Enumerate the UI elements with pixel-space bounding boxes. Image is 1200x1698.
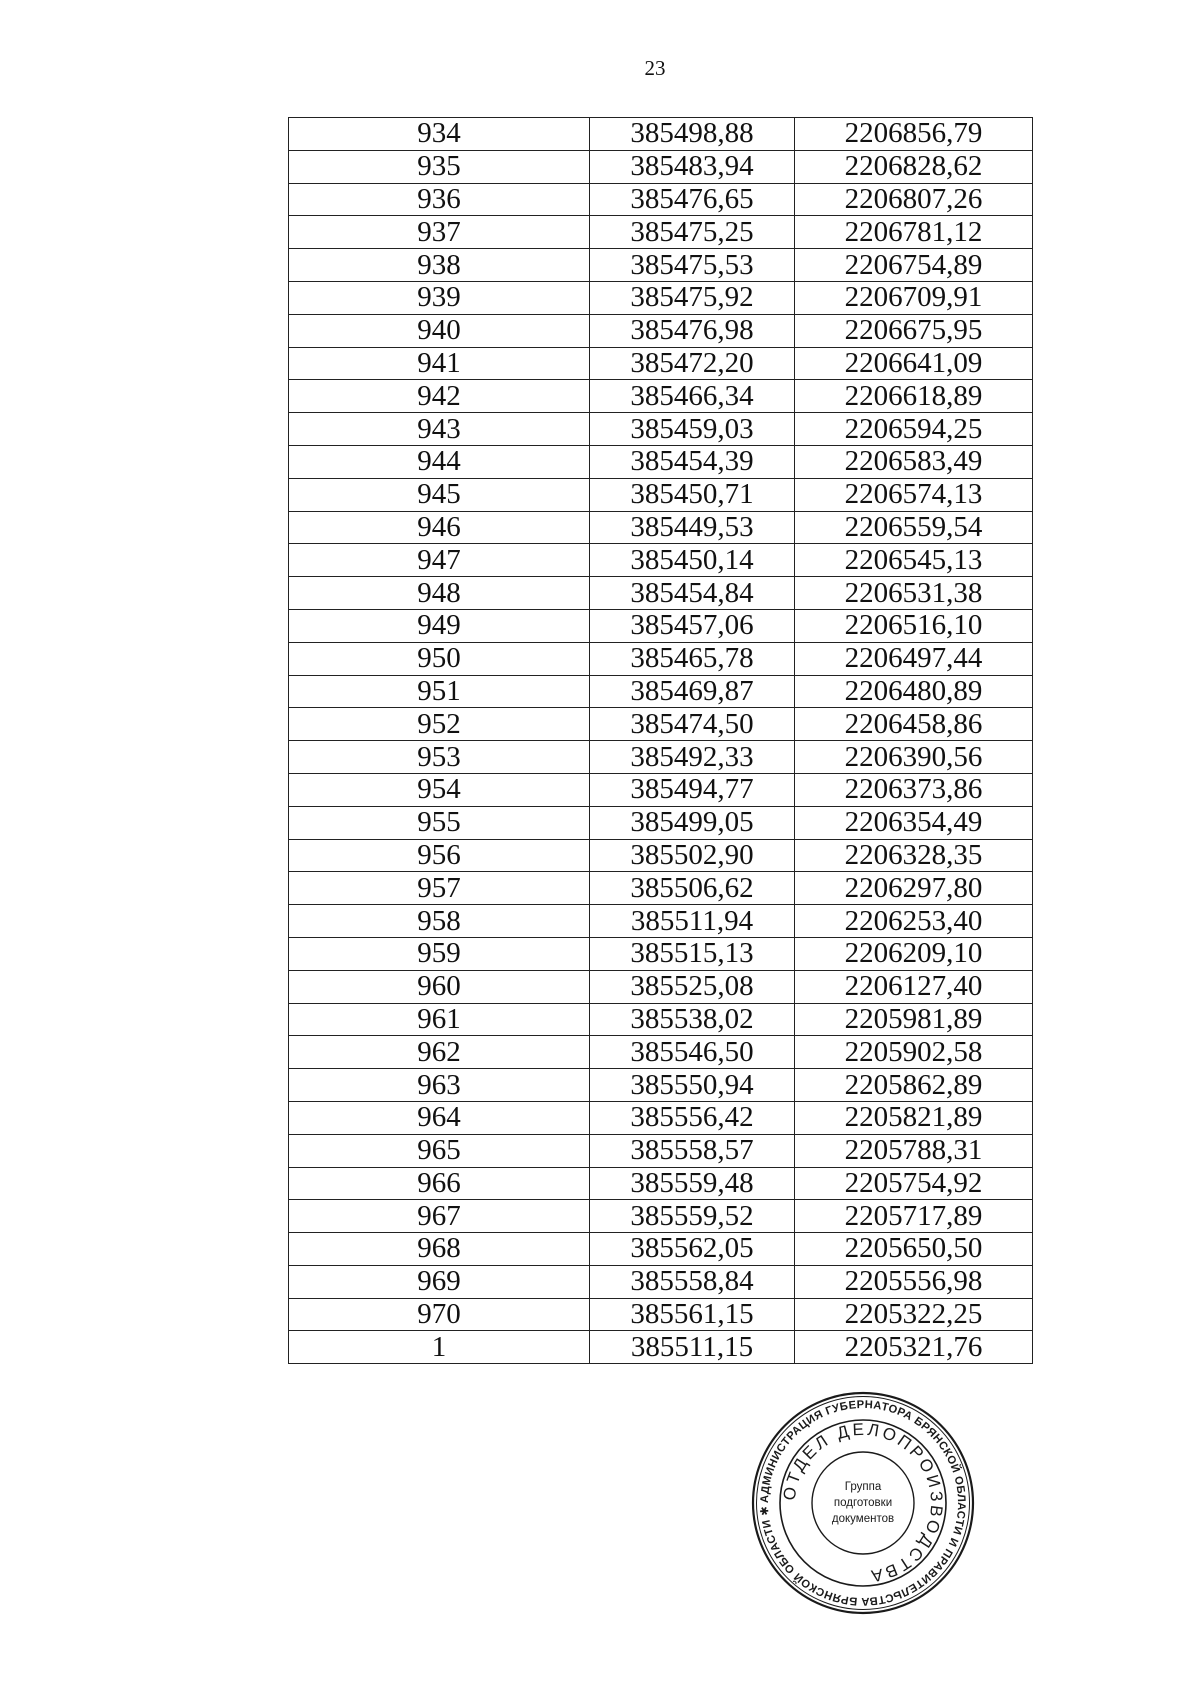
x-coordinate-cell: 385538,02 [590, 1003, 795, 1036]
y-coordinate-cell: 2205650,50 [795, 1233, 1033, 1266]
table-row [289, 708, 1033, 741]
y-coordinate-cell: 2206709,91 [795, 281, 1033, 314]
point-number-cell: 968 [289, 1233, 590, 1266]
table-row [289, 281, 1033, 314]
table-row [289, 118, 1033, 151]
y-coordinate-cell: 2205321,76 [795, 1331, 1033, 1364]
y-coordinate-cell: 2206574,13 [795, 478, 1033, 511]
y-coordinate-cell: 2206497,44 [795, 642, 1033, 675]
y-coordinate-cell: 2206594,25 [795, 413, 1033, 446]
point-number-cell: 937 [289, 216, 590, 249]
table-row [289, 413, 1033, 446]
x-coordinate-cell: 385454,84 [590, 577, 795, 610]
point-number-cell: 970 [289, 1298, 590, 1331]
y-coordinate-cell: 2206297,80 [795, 872, 1033, 905]
x-coordinate-cell: 385498,88 [590, 118, 795, 151]
page-number: 23 [644, 56, 666, 80]
y-coordinate-cell: 2206516,10 [795, 609, 1033, 642]
table-row [289, 1134, 1033, 1167]
x-coordinate-cell: 385454,39 [590, 445, 795, 478]
point-number-cell: 950 [289, 642, 590, 675]
table-row [289, 216, 1033, 249]
point-number-cell: 946 [289, 511, 590, 544]
table-row [289, 347, 1033, 380]
stamp-middle-text: ОТДЕЛ ДЕЛОПРОИЗВОДСТВА [779, 1419, 947, 1587]
point-number-cell: 939 [289, 281, 590, 314]
x-coordinate-cell: 385559,48 [590, 1167, 795, 1200]
y-coordinate-cell: 2206856,79 [795, 118, 1033, 151]
x-coordinate-cell: 385502,90 [590, 839, 795, 872]
table-row [289, 1233, 1033, 1266]
x-coordinate-cell: 385475,25 [590, 216, 795, 249]
y-coordinate-cell: 2205754,92 [795, 1167, 1033, 1200]
x-coordinate-cell: 385550,94 [590, 1069, 795, 1102]
table-row [289, 905, 1033, 938]
table-row [289, 1069, 1033, 1102]
y-coordinate-cell: 2206641,09 [795, 347, 1033, 380]
point-number-cell: 934 [289, 118, 590, 151]
x-coordinate-cell: 385466,34 [590, 380, 795, 413]
table-row [289, 511, 1033, 544]
y-coordinate-cell: 2206328,35 [795, 839, 1033, 872]
x-coordinate-cell: 385525,08 [590, 970, 795, 1003]
x-coordinate-cell: 385562,05 [590, 1233, 795, 1266]
y-coordinate-cell: 2205902,58 [795, 1036, 1033, 1069]
x-coordinate-cell: 385450,14 [590, 544, 795, 577]
stamp-outer-text: АДМИНИСТРАЦИЯ ГУБЕРНАТОРА БРЯНСКОЙ ОБЛАСТИ И ПРАВИТЕЛЬСТВА БРЯНСКОЙ ОБЛАСТИ ✱ [758, 1398, 968, 1608]
y-coordinate-cell: 2205862,89 [795, 1069, 1033, 1102]
y-coordinate-cell: 2206127,40 [795, 970, 1033, 1003]
point-number-cell: 963 [289, 1069, 590, 1102]
y-coordinate-cell: 2206209,10 [795, 937, 1033, 970]
x-coordinate-cell: 385515,13 [590, 937, 795, 970]
table-row [289, 314, 1033, 347]
y-coordinate-cell: 2205821,89 [795, 1101, 1033, 1134]
y-coordinate-cell: 2206545,13 [795, 544, 1033, 577]
point-number-cell: 949 [289, 609, 590, 642]
table-row [289, 1265, 1033, 1298]
x-coordinate-cell: 385499,05 [590, 806, 795, 839]
y-coordinate-cell: 2206754,89 [795, 249, 1033, 282]
table-row [289, 741, 1033, 774]
point-number-cell: 954 [289, 773, 590, 806]
x-coordinate-cell: 385476,98 [590, 314, 795, 347]
x-coordinate-cell: 385475,92 [590, 281, 795, 314]
point-number-cell: 955 [289, 806, 590, 839]
point-number-cell: 964 [289, 1101, 590, 1134]
x-coordinate-cell: 385472,20 [590, 347, 795, 380]
y-coordinate-cell: 2206480,89 [795, 675, 1033, 708]
point-number-cell: 948 [289, 577, 590, 610]
table-row [289, 183, 1033, 216]
y-coordinate-cell: 2206781,12 [795, 216, 1033, 249]
table-row [289, 773, 1033, 806]
table-row [289, 150, 1033, 183]
x-coordinate-cell: 385546,50 [590, 1036, 795, 1069]
x-coordinate-cell: 385558,84 [590, 1265, 795, 1298]
x-coordinate-cell: 385556,42 [590, 1101, 795, 1134]
x-coordinate-cell: 385476,65 [590, 183, 795, 216]
y-coordinate-cell: 2206531,38 [795, 577, 1033, 610]
x-coordinate-cell: 385483,94 [590, 150, 795, 183]
stamp-center-line-1: Группа [844, 1481, 882, 1493]
y-coordinate-cell: 2205717,89 [795, 1200, 1033, 1233]
table-row [289, 1036, 1033, 1069]
point-number-cell: 952 [289, 708, 590, 741]
coordinates-table-body [289, 118, 1033, 1364]
point-number-cell: 1 [289, 1331, 590, 1364]
point-number-cell: 941 [289, 347, 590, 380]
table-row [289, 1200, 1033, 1233]
y-coordinate-cell: 2205322,25 [795, 1298, 1033, 1331]
x-coordinate-cell: 385492,33 [590, 741, 795, 774]
stamp-center-line-2: подготовки [833, 1497, 893, 1509]
table-row [289, 675, 1033, 708]
point-number-cell: 944 [289, 445, 590, 478]
x-coordinate-cell: 385494,77 [590, 773, 795, 806]
point-number-cell: 935 [289, 150, 590, 183]
x-coordinate-cell: 385558,57 [590, 1134, 795, 1167]
table-row [289, 806, 1033, 839]
y-coordinate-cell: 2206390,56 [795, 741, 1033, 774]
y-coordinate-cell: 2206354,49 [795, 806, 1033, 839]
point-number-cell: 936 [289, 183, 590, 216]
table-row [289, 1298, 1033, 1331]
y-coordinate-cell: 2205981,89 [795, 1003, 1033, 1036]
table-row [289, 380, 1033, 413]
table-row [289, 1003, 1033, 1036]
table-row [289, 1331, 1033, 1364]
point-number-cell: 951 [289, 675, 590, 708]
y-coordinate-cell: 2206559,54 [795, 511, 1033, 544]
y-coordinate-cell: 2206373,86 [795, 773, 1033, 806]
y-coordinate-cell: 2206828,62 [795, 150, 1033, 183]
x-coordinate-cell: 385457,06 [590, 609, 795, 642]
point-number-cell: 940 [289, 314, 590, 347]
table-row [289, 970, 1033, 1003]
table-row [289, 1101, 1033, 1134]
y-coordinate-cell: 2206618,89 [795, 380, 1033, 413]
x-coordinate-cell: 385511,94 [590, 905, 795, 938]
table-row [289, 445, 1033, 478]
point-number-cell: 956 [289, 839, 590, 872]
point-number-cell: 969 [289, 1265, 590, 1298]
x-coordinate-cell: 385474,50 [590, 708, 795, 741]
point-number-cell: 962 [289, 1036, 590, 1069]
point-number-cell: 953 [289, 741, 590, 774]
point-number-cell: 965 [289, 1134, 590, 1167]
point-number-cell: 967 [289, 1200, 590, 1233]
point-number-cell: 966 [289, 1167, 590, 1200]
table-row [289, 249, 1033, 282]
y-coordinate-cell: 2205556,98 [795, 1265, 1033, 1298]
x-coordinate-cell: 385459,03 [590, 413, 795, 446]
x-coordinate-cell: 385449,53 [590, 511, 795, 544]
y-coordinate-cell: 2206675,95 [795, 314, 1033, 347]
table-row [289, 609, 1033, 642]
y-coordinate-cell: 2206807,26 [795, 183, 1033, 216]
y-coordinate-cell: 2206583,49 [795, 445, 1033, 478]
table-row [289, 577, 1033, 610]
x-coordinate-cell: 385469,87 [590, 675, 795, 708]
table-row [289, 478, 1033, 511]
y-coordinate-cell: 2206458,86 [795, 708, 1033, 741]
table-row [289, 544, 1033, 577]
table-row [289, 872, 1033, 905]
point-number-cell: 961 [289, 1003, 590, 1036]
x-coordinate-cell: 385450,71 [590, 478, 795, 511]
table-row [289, 1167, 1033, 1200]
point-number-cell: 942 [289, 380, 590, 413]
x-coordinate-cell: 385475,53 [590, 249, 795, 282]
x-coordinate-cell: 385511,15 [590, 1331, 795, 1364]
point-number-cell: 960 [289, 970, 590, 1003]
office-stamp [750, 1390, 976, 1616]
coordinates-table [288, 117, 1033, 1364]
y-coordinate-cell: 2205788,31 [795, 1134, 1033, 1167]
point-number-cell: 938 [289, 249, 590, 282]
x-coordinate-cell: 385465,78 [590, 642, 795, 675]
y-coordinate-cell: 2206253,40 [795, 905, 1033, 938]
point-number-cell: 943 [289, 413, 590, 446]
point-number-cell: 947 [289, 544, 590, 577]
point-number-cell: 958 [289, 905, 590, 938]
point-number-cell: 957 [289, 872, 590, 905]
x-coordinate-cell: 385559,52 [590, 1200, 795, 1233]
x-coordinate-cell: 385506,62 [590, 872, 795, 905]
table-row [289, 839, 1033, 872]
table-row [289, 642, 1033, 675]
stamp-center-line-3: документов [831, 1513, 895, 1525]
point-number-cell: 959 [289, 937, 590, 970]
table-row [289, 937, 1033, 970]
x-coordinate-cell: 385561,15 [590, 1298, 795, 1331]
point-number-cell: 945 [289, 478, 590, 511]
